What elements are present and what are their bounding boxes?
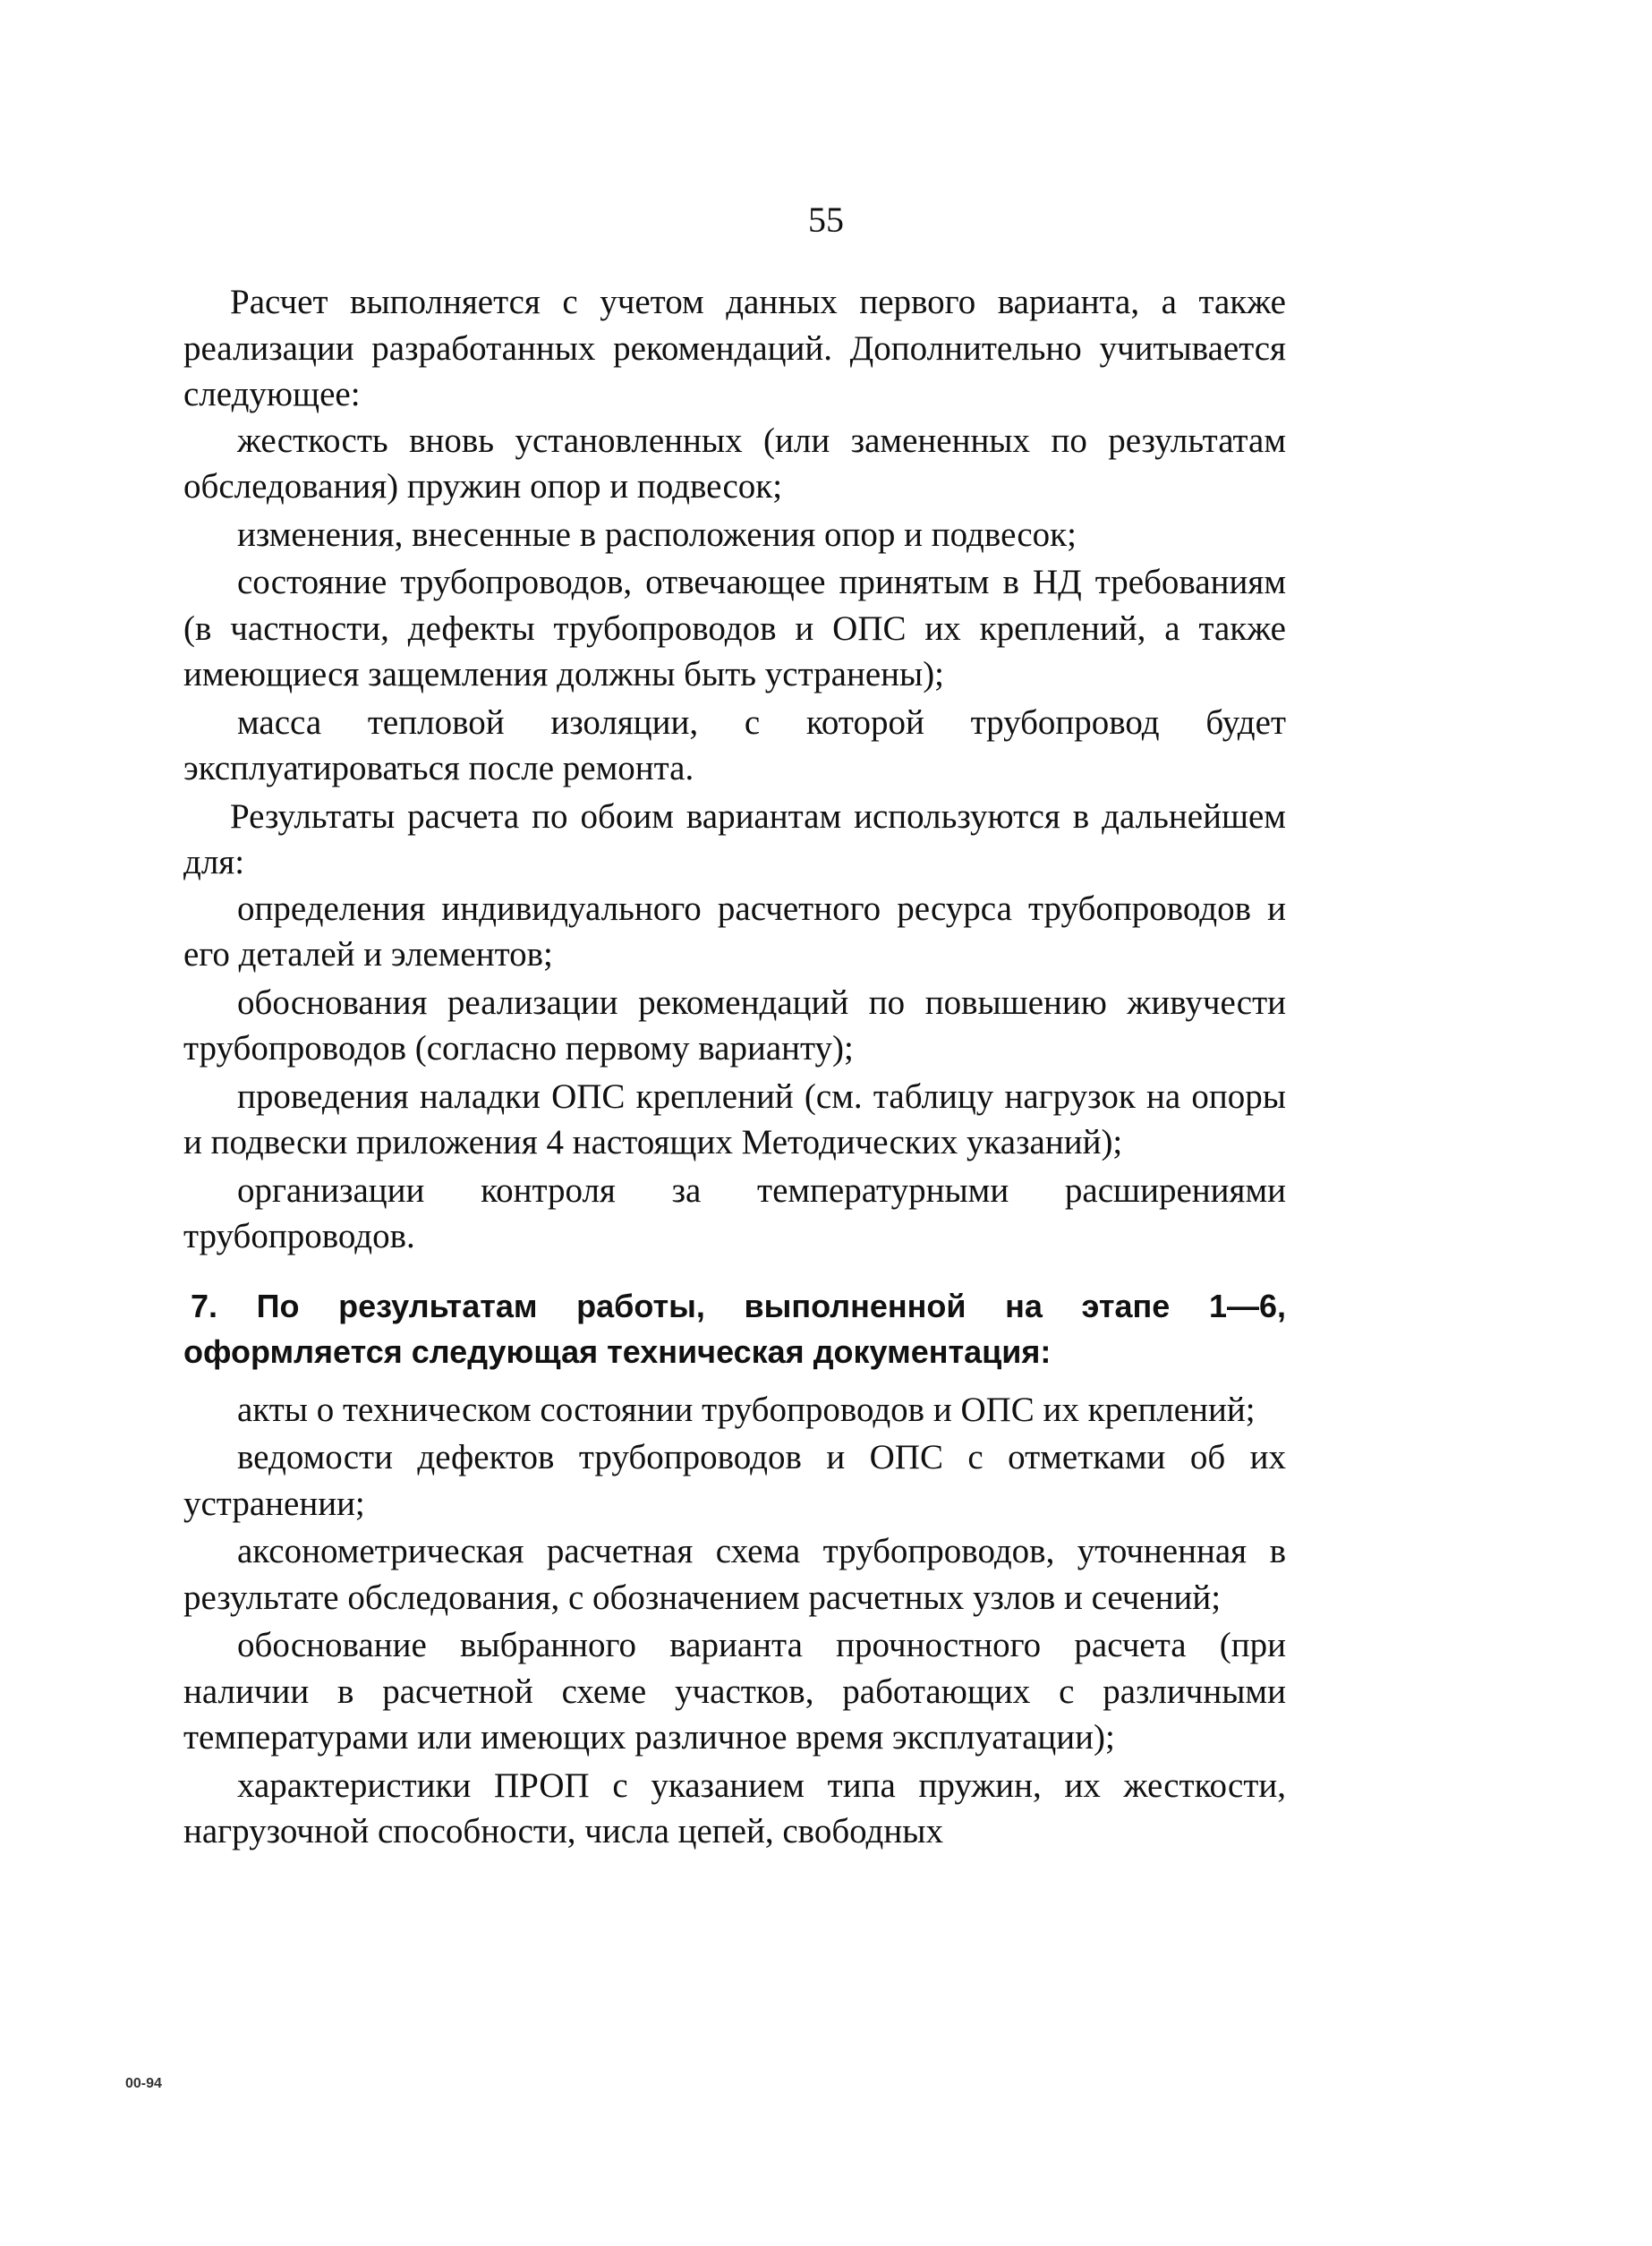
page-number: 55 bbox=[808, 200, 844, 240]
list-item: акты о техническом состоянии трубопроводов и ОПС их креплений; bbox=[237, 1390, 1256, 1429]
list-item: жесткость вновь установленных (или замененных по результатам обследования) пружин опор и подвесок; bbox=[183, 421, 1286, 506]
section-heading: 7. По результатам работы, выполненной на этапе 1—6, оформляется следующая техническая документация: bbox=[183, 1287, 1286, 1370]
list-item: изменения, внесенные в расположения опор и подвесок; bbox=[237, 515, 1077, 554]
list-item: обоснования реализации рекомендаций по повышению живучести трубопроводов (согласно первому варианту); bbox=[183, 983, 1286, 1068]
body-text bbox=[183, 279, 1286, 1857]
list-item: состояние трубопроводов, отвечающее принятым в НД требованиям (в частности, дефекты трубопроводов и ОПС их креплений, а также имеющиеся защемления должны быть устранены); bbox=[183, 563, 1286, 693]
paragraph: Результаты расчета по обоим вариантам используются в дальнейшем для: bbox=[183, 796, 1286, 881]
paragraph: Расчет выполняется с учетом данных первого варианта, а также реализации разработанных рекомендаций. Дополнительно учитывается следующее: bbox=[183, 283, 1286, 413]
list-item: ведомости дефектов трубопроводов и ОПС с отметками об их устранении; bbox=[183, 1438, 1286, 1523]
list-item: масса тепловой изоляции, с которой трубопровод будет эксплуатироваться после ремонта. bbox=[183, 702, 1286, 787]
list-item: организации контроля за температурными расширениями трубопроводов. bbox=[183, 1170, 1286, 1255]
list-item: аксонометрическая расчетная схема трубопроводов, уточненная в результате обследования, с обозначением расчетных узлов и сечений; bbox=[183, 1532, 1286, 1617]
list-item: характеристики ПРОП с указанием типа пружин, их жесткости, нагрузочной способности, числа цепей, свободных bbox=[183, 1765, 1286, 1850]
footer-code: 00-94 bbox=[125, 2076, 162, 2091]
list-item: обоснование выбранного варианта прочностного расчета (при наличии в расчетной схеме участков, работающих с различными температурами или имеющих различное время эксплуатации); bbox=[183, 1626, 1286, 1757]
list-item: проведения наладки ОПС креплений (см. таблицу нагрузок на опоры и подвески приложения 4 настоящих Методических указаний); bbox=[183, 1076, 1286, 1161]
list-item: определения индивидуального расчетного ресурса трубопроводов и его деталей и элементов; bbox=[183, 889, 1286, 974]
